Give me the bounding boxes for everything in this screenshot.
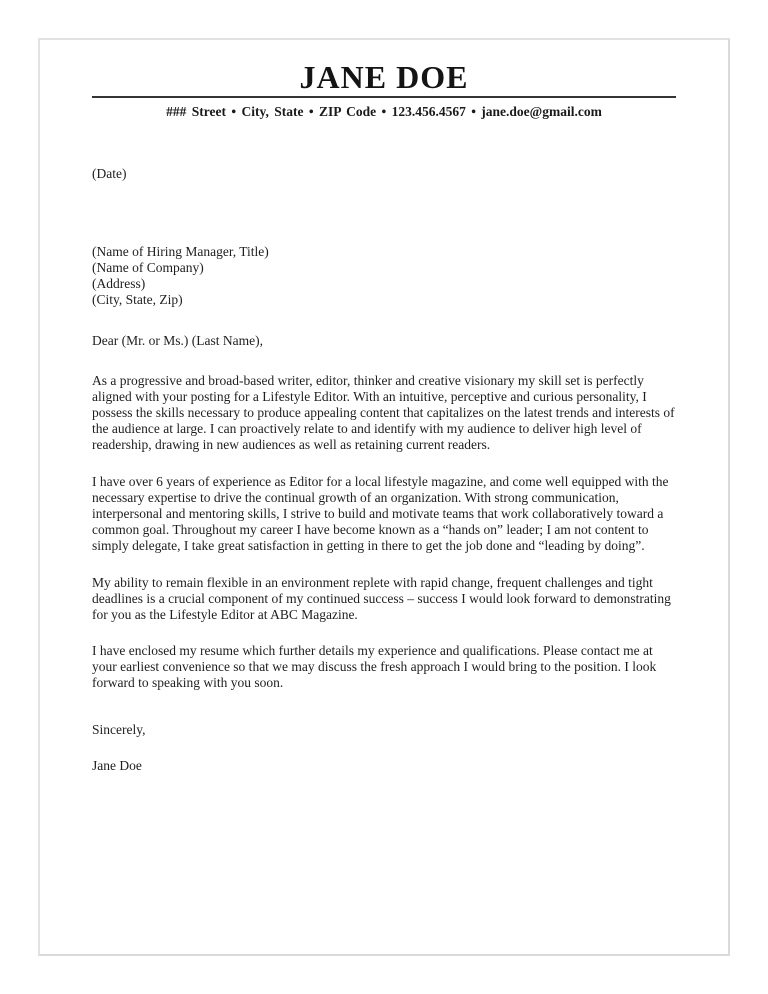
letter-body — [40, 166, 728, 774]
paragraph-skills: As a progressive and broad-based writer, editor, thinker and creative visionary my skill set is perfectly aligned with your posting for a Lifestyle Editor. With an intuitive, perceptive and curious personality, I possess the skills necessary to produce appealing content that capitalizes on the latest trends and interests of the audience at large. I can proactively relate to and identify with my audience to deliver high level of readership, drawing in new audiences as well as retaining current readers. — [92, 373, 675, 452]
recipient-line-address: (Address) — [92, 276, 146, 291]
date-placeholder: (Date) — [92, 166, 127, 181]
header-divider — [92, 96, 676, 98]
sender-contact-line: ### Street • City, State • ZIP Code • 123.456.4567 • jane.doe@gmail.com — [166, 104, 602, 119]
signature-name: Jane Doe — [92, 758, 142, 773]
paragraph-experience: I have over 6 years of experience as Editor for a local lifestyle magazine, and come well equipped with the necessary expertise to drive the continual growth of an organization. With strong communication, interpersonal and mentoring skills, I strive to build and motivate teams that work collaboratively toward a common goal. Throughout my career I have become known as a “hands on” leader; I am not content to simply delegate, I take great satisfaction in getting in there to get the job done and “leading by doing”. — [92, 474, 669, 553]
recipient-line-city-state-zip: (City, State, Zip) — [92, 292, 183, 307]
recipient-line-hiring-manager: (Name of Hiring Manager, Title) — [92, 244, 269, 259]
salutation: Dear (Mr. or Ms.) (Last Name), — [92, 333, 263, 348]
recipient-line-company: (Name of Company) — [92, 260, 204, 275]
letter-header — [40, 40, 728, 94]
recipient-block — [92, 244, 676, 308]
sender-name: JANE DOE — [299, 59, 469, 95]
letter-page — [38, 38, 730, 956]
paragraph-flexibility: My ability to remain flexible in an environment replete with rapid change, frequent challenges and tight deadlines is a crucial component of my continued success – success I would look forward to demonstrating for you as the Lifestyle Editor at ABC Magazine. — [92, 575, 671, 622]
closing: Sincerely, — [92, 722, 146, 737]
paragraph-enclosure: I have enclosed my resume which further details my experience and qualifications. Please contact me at your earliest convenience so that we may discuss the fresh approach I would bring to the position. I look forward to speaking with you soon. — [92, 643, 657, 690]
